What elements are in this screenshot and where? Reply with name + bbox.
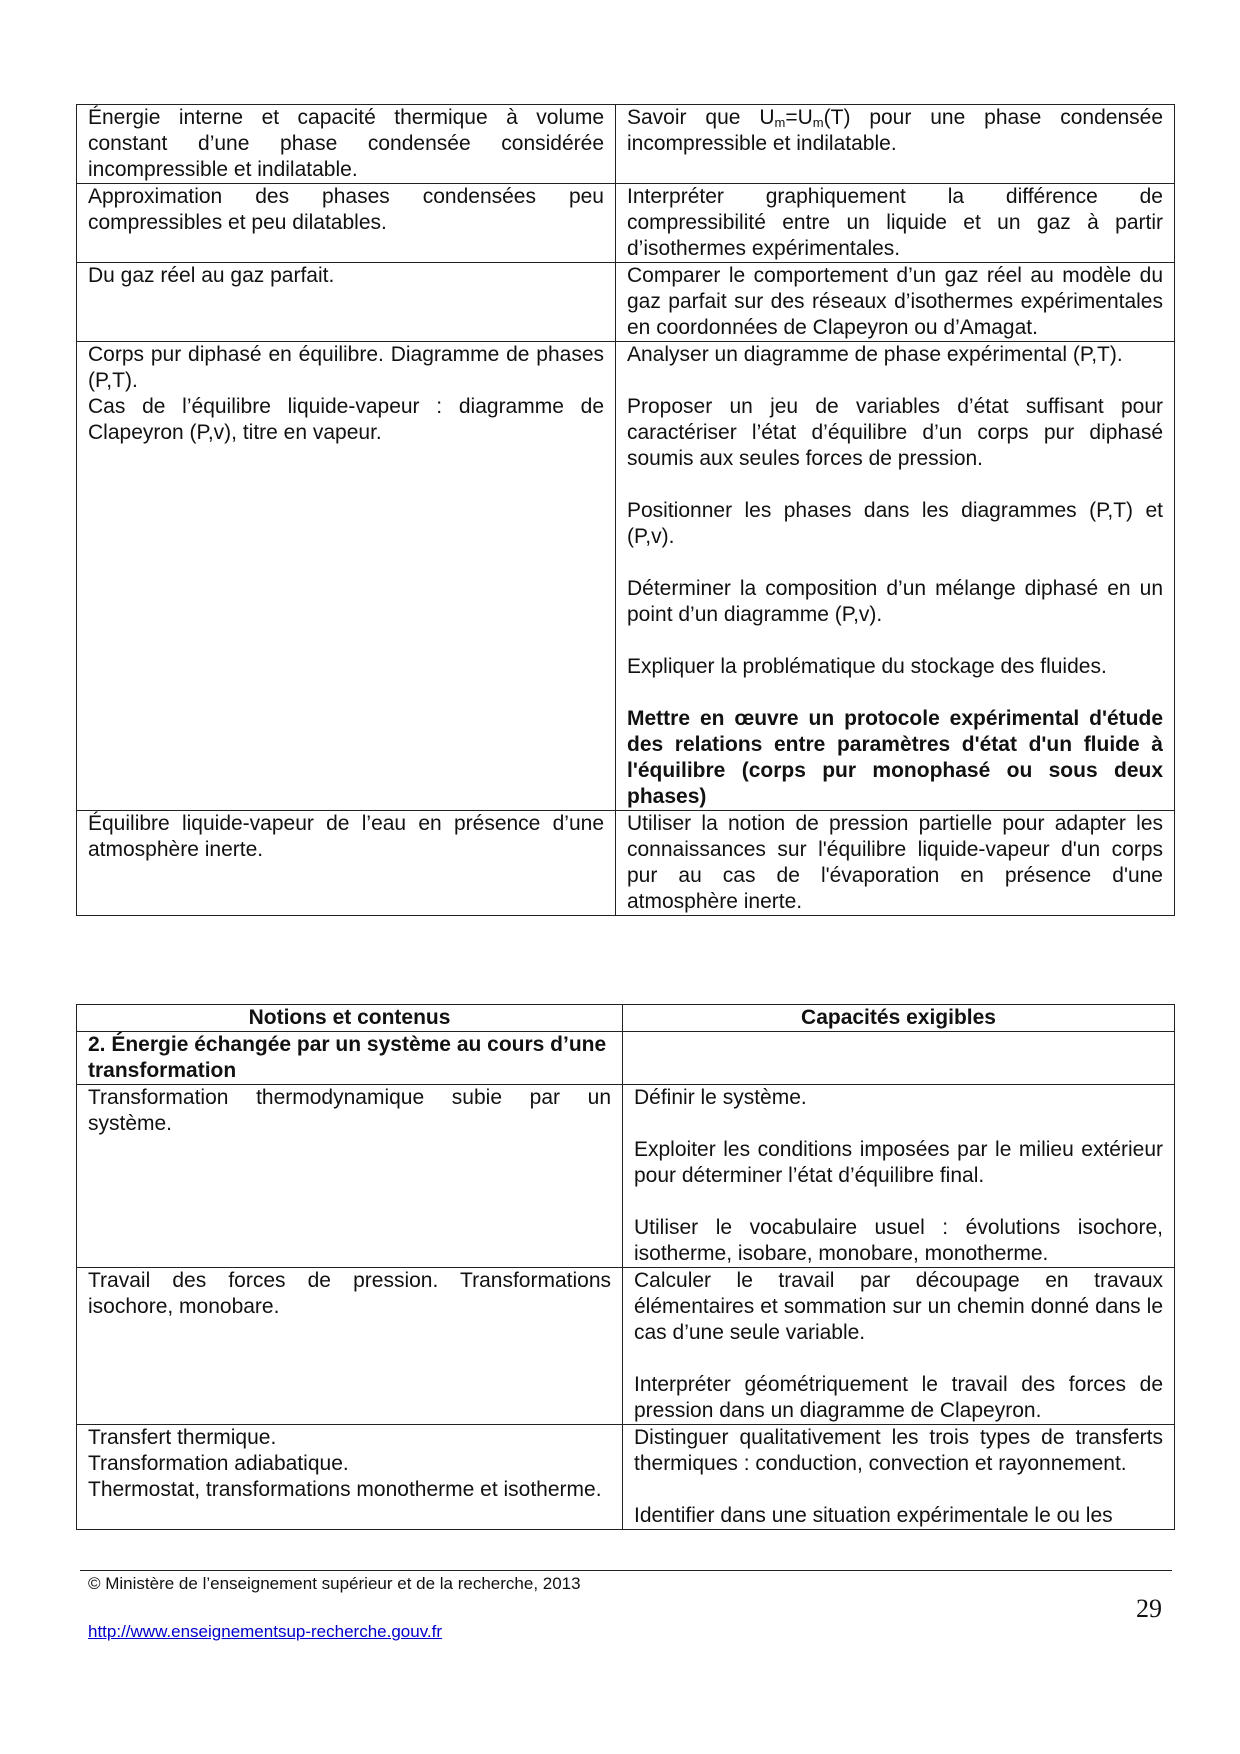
- section-title: 2. Énergie échangée par un système au cours d’une transformation: [77, 1032, 623, 1085]
- table-continued: [76, 104, 1175, 916]
- capacity-text: Identifier dans une situation expérimentale le ou les: [634, 1504, 1113, 1527]
- capacity-cell: [616, 811, 1175, 916]
- notion-text: Équilibre liquide-vapeur de l’eau en présence d’une atmosphère inerte.: [88, 812, 604, 861]
- header-capacities: Capacités exigibles: [623, 1005, 1175, 1032]
- notion-cell: [77, 1085, 623, 1268]
- table-row: [77, 1425, 1175, 1530]
- notion-text: Transformation adiabatique.: [88, 1452, 349, 1475]
- capacity-cell: [616, 105, 1175, 184]
- capacity-text: Utiliser la notion de pression partielle pour adapter les connaissances sur l'équilibre liquide-vapeur d'un corps pur au cas de l'évaporation en présence d'une atmosphère inerte.: [627, 812, 1163, 913]
- notion-cell: [77, 342, 616, 811]
- capacity-cell: [623, 1425, 1175, 1530]
- table-row: [77, 811, 1175, 916]
- notion-cell: [77, 1268, 623, 1425]
- capacity-text-experimental: Mettre en œuvre un protocole expérimental d'étude des relations entre paramètres d'état d'un fluide à l'équilibre (corps pur monophasé ou sous deux phases): [627, 707, 1163, 808]
- capacity-text: Proposer un jeu de variables d’état suffisant pour caractériser l’état d’équilibre d’un corps pur diphasé soumis aux seules forces de pression.: [627, 395, 1163, 470]
- notion-cell: [77, 1425, 623, 1530]
- table-row: [77, 184, 1175, 263]
- capacity-text: Calculer le travail par découpage en travaux élémentaires et sommation sur un chemin donné dans le cas d’une seule variable.: [634, 1269, 1163, 1344]
- notion-text: Thermostat, transformations monotherme et isotherme.: [88, 1478, 602, 1501]
- capacity-text: Positionner les phases dans les diagrammes (P,T) et (P,v).: [627, 499, 1163, 548]
- capacity-cell: [616, 263, 1175, 342]
- notion-cell: [77, 263, 616, 342]
- empty-cell: [623, 1032, 1175, 1085]
- capacity-cell: [623, 1085, 1175, 1268]
- notion-cell: [77, 811, 616, 916]
- notion-text: Cas de l’équilibre liquide-vapeur : diagramme de Clapeyron (P,v), titre en vapeur.: [88, 395, 604, 444]
- notion-text: Corps pur diphasé en équilibre. Diagramme de phases (P,T).: [88, 343, 604, 392]
- capacity-text: Savoir que $U_m=U_m(T)$ pour une phase condensée incompressible et indilatable.: [627, 106, 1163, 155]
- table-energy-exchange: [76, 1004, 1175, 1530]
- notion-text: Du gaz réel au gaz parfait.: [88, 264, 335, 287]
- page-number: 29: [1136, 1594, 1162, 1623]
- notion-text: Transformation thermodynamique subie par un système.: [88, 1086, 611, 1135]
- capacity-cell: [616, 184, 1175, 263]
- copyright-notice: © Ministère de l’enseignement supérieur et de la recherche, 2013: [88, 1574, 581, 1593]
- notion-text: Énergie interne et capacité thermique à volume constant d’une phase condensée considérée incompressible et indilatable.: [88, 106, 604, 181]
- capacity-text: Expliquer la problématique du stockage des fluides.: [627, 655, 1107, 678]
- notion-text: Transfert thermique.: [88, 1426, 277, 1449]
- header-notions: Notions et contenus: [77, 1005, 623, 1032]
- table-row: [77, 105, 1175, 184]
- capacity-text: Analyser un diagramme de phase expérimental (P,T).: [627, 343, 1123, 366]
- footer-divider: [80, 1570, 1172, 1571]
- notion-text: Approximation des phases condensées peu compressibles et peu dilatables.: [88, 185, 604, 234]
- notion-text: Travail des forces de pression. Transformations isochore, monobare.: [88, 1269, 611, 1318]
- section-row: [77, 1032, 1175, 1085]
- capacity-text: Utiliser le vocabulaire usuel : évolutions isochore, isotherme, isobare, monobare, monotherme.: [634, 1216, 1163, 1265]
- table-row: [77, 263, 1175, 342]
- notion-cell: [77, 105, 616, 184]
- ministry-link[interactable]: http://www.enseignementsup-recherche.gouv.fr: [88, 1622, 443, 1641]
- table-row: [77, 342, 1175, 811]
- table-row: [77, 1085, 1175, 1268]
- table-row: [77, 1268, 1175, 1425]
- capacity-text: Comparer le comportement d’un gaz réel au modèle du gaz parfait sur des réseaux d’isothermes expérimentales en coordonnées de Clapeyron ou d’Amagat.: [627, 264, 1163, 339]
- capacity-text: Exploiter les conditions imposées par le milieu extérieur pour déterminer l’état d’équilibre final.: [634, 1138, 1163, 1187]
- capacity-text: Interpréter géométriquement le travail des forces de pression dans un diagramme de Clapeyron.: [634, 1373, 1163, 1422]
- notion-cell: [77, 184, 616, 263]
- capacity-text: Interpréter graphiquement la différence de compressibilité entre un liquide et un gaz à partir d’isothermes expérimentales.: [627, 185, 1163, 260]
- table-header-row: [77, 1005, 1175, 1032]
- capacity-cell: [623, 1268, 1175, 1425]
- capacity-text: Définir le système.: [634, 1086, 807, 1109]
- capacity-text: Déterminer la composition d’un mélange diphasé en un point d’un diagramme (P,v).: [627, 577, 1163, 626]
- capacity-cell: [616, 342, 1175, 811]
- capacity-text: Distinguer qualitativement les trois types de transferts thermiques : conduction, convection et rayonnement.: [634, 1426, 1163, 1475]
